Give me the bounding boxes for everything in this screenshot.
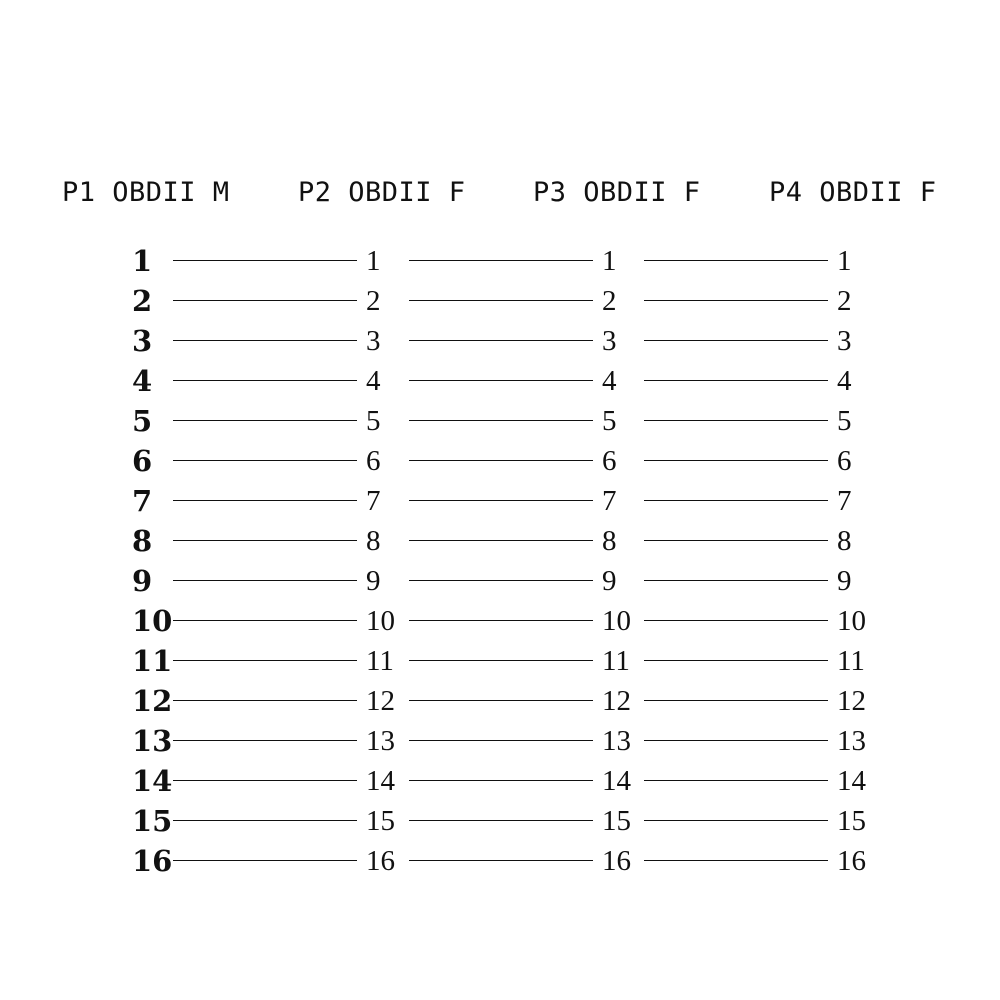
wire-p3-p4 (644, 620, 828, 621)
pin-row (0, 241, 1000, 281)
connector-header-p2: P2 OBDII F (298, 177, 466, 208)
wire-p3-p4 (644, 580, 828, 581)
wire-p2-p3 (409, 740, 593, 741)
p3-pin-number: 12 (602, 685, 631, 717)
p3-pin-number: 14 (602, 765, 631, 797)
p1-pin-number: 3 (132, 324, 153, 358)
p1-pin-number: 2 (132, 284, 153, 318)
wire-p3-p4 (644, 260, 828, 261)
wire-p1-p2 (173, 460, 357, 461)
p3-pin-number: 6 (602, 445, 617, 477)
p1-pin-number: 1 (132, 244, 153, 278)
p3-pin-number: 15 (602, 805, 631, 837)
p1-pin-number: 6 (132, 444, 153, 478)
p4-pin-number: 9 (837, 565, 852, 597)
wire-p2-p3 (409, 420, 593, 421)
p2-pin-number: 11 (366, 645, 394, 677)
wire-p1-p2 (173, 260, 357, 261)
p2-pin-number: 12 (366, 685, 395, 717)
p2-pin-number: 15 (366, 805, 395, 837)
wire-p3-p4 (644, 300, 828, 301)
p1-pin-number: 14 (132, 764, 173, 798)
wire-p3-p4 (644, 340, 828, 341)
wire-p2-p3 (409, 580, 593, 581)
wire-p2-p3 (409, 660, 593, 661)
p4-pin-number: 12 (837, 685, 866, 717)
p2-pin-number: 13 (366, 725, 395, 757)
p3-pin-number: 5 (602, 405, 617, 437)
connector-header-p3: P3 OBDII F (533, 177, 701, 208)
wire-p1-p2 (173, 740, 357, 741)
p2-pin-number: 4 (366, 365, 381, 397)
p2-pin-number: 8 (366, 525, 381, 557)
wire-p3-p4 (644, 380, 828, 381)
wire-p1-p2 (173, 500, 357, 501)
pin-row (0, 281, 1000, 321)
p4-pin-number: 7 (837, 485, 852, 517)
connector-header-p4: P4 OBDII F (769, 177, 937, 208)
wire-p1-p2 (173, 620, 357, 621)
pin-row (0, 721, 1000, 761)
wire-p1-p2 (173, 820, 357, 821)
p4-pin-number: 16 (837, 845, 866, 877)
wire-p3-p4 (644, 780, 828, 781)
wire-p2-p3 (409, 860, 593, 861)
wire-p1-p2 (173, 300, 357, 301)
p2-pin-number: 6 (366, 445, 381, 477)
wire-p2-p3 (409, 620, 593, 621)
p1-pin-number: 10 (132, 604, 173, 638)
p4-pin-number: 4 (837, 365, 852, 397)
wire-p1-p2 (173, 780, 357, 781)
p2-pin-number: 14 (366, 765, 395, 797)
wire-p1-p2 (173, 540, 357, 541)
pin-row (0, 521, 1000, 561)
p4-pin-number: 15 (837, 805, 866, 837)
wire-p2-p3 (409, 540, 593, 541)
wire-p1-p2 (173, 700, 357, 701)
pin-row (0, 681, 1000, 721)
pin-row (0, 641, 1000, 681)
connector-header-p1: P1 OBDII M (62, 177, 230, 208)
p2-pin-number: 9 (366, 565, 381, 597)
wire-p1-p2 (173, 660, 357, 661)
wire-p1-p2 (173, 580, 357, 581)
pin-row (0, 761, 1000, 801)
p3-pin-number: 4 (602, 365, 617, 397)
p4-pin-number: 3 (837, 325, 852, 357)
p4-pin-number: 13 (837, 725, 866, 757)
p3-pin-number: 7 (602, 485, 617, 517)
p4-pin-number: 11 (837, 645, 865, 677)
wire-p3-p4 (644, 540, 828, 541)
wire-p3-p4 (644, 860, 828, 861)
p4-pin-number: 1 (837, 245, 852, 277)
p2-pin-number: 16 (366, 845, 395, 877)
p3-pin-number: 13 (602, 725, 631, 757)
wire-p2-p3 (409, 700, 593, 701)
p4-pin-number: 2 (837, 285, 852, 317)
p1-pin-number: 11 (132, 644, 173, 678)
p1-pin-number: 7 (132, 484, 153, 518)
p1-pin-number: 16 (132, 844, 173, 878)
wire-p2-p3 (409, 300, 593, 301)
p1-pin-number: 15 (132, 804, 173, 838)
pin-row (0, 481, 1000, 521)
p2-pin-number: 7 (366, 485, 381, 517)
wire-p2-p3 (409, 260, 593, 261)
p2-pin-number: 10 (366, 605, 395, 637)
wire-p3-p4 (644, 500, 828, 501)
pin-row (0, 601, 1000, 641)
pin-row (0, 441, 1000, 481)
p1-pin-number: 4 (132, 364, 153, 398)
pin-row (0, 801, 1000, 841)
wire-p2-p3 (409, 500, 593, 501)
wire-p1-p2 (173, 380, 357, 381)
wire-p3-p4 (644, 700, 828, 701)
pin-row (0, 361, 1000, 401)
p2-pin-number: 2 (366, 285, 381, 317)
pin-row (0, 561, 1000, 601)
p1-pin-number: 13 (132, 724, 173, 758)
p1-pin-number: 5 (132, 404, 153, 438)
p3-pin-number: 16 (602, 845, 631, 877)
wire-p3-p4 (644, 420, 828, 421)
p3-pin-number: 10 (602, 605, 631, 637)
p3-pin-number: 8 (602, 525, 617, 557)
p3-pin-number: 9 (602, 565, 617, 597)
wire-p2-p3 (409, 340, 593, 341)
pin-row (0, 401, 1000, 441)
p1-pin-number: 12 (132, 684, 173, 718)
wire-p1-p2 (173, 860, 357, 861)
p2-pin-number: 5 (366, 405, 381, 437)
wire-p2-p3 (409, 380, 593, 381)
p4-pin-number: 8 (837, 525, 852, 557)
p2-pin-number: 1 (366, 245, 381, 277)
p3-pin-number: 1 (602, 245, 617, 277)
wire-p2-p3 (409, 460, 593, 461)
p4-pin-number: 6 (837, 445, 852, 477)
p1-pin-number: 9 (132, 564, 153, 598)
p3-pin-number: 11 (602, 645, 630, 677)
p1-pin-number: 8 (132, 524, 153, 558)
wire-p3-p4 (644, 740, 828, 741)
wire-p1-p2 (173, 420, 357, 421)
wire-p3-p4 (644, 820, 828, 821)
wire-p2-p3 (409, 780, 593, 781)
wire-p1-p2 (173, 340, 357, 341)
wire-p3-p4 (644, 460, 828, 461)
pin-row (0, 321, 1000, 361)
p2-pin-number: 3 (366, 325, 381, 357)
p3-pin-number: 3 (602, 325, 617, 357)
p4-pin-number: 10 (837, 605, 866, 637)
p4-pin-number: 5 (837, 405, 852, 437)
pin-row (0, 841, 1000, 881)
wire-p3-p4 (644, 660, 828, 661)
wire-p2-p3 (409, 820, 593, 821)
p3-pin-number: 2 (602, 285, 617, 317)
p4-pin-number: 14 (837, 765, 866, 797)
